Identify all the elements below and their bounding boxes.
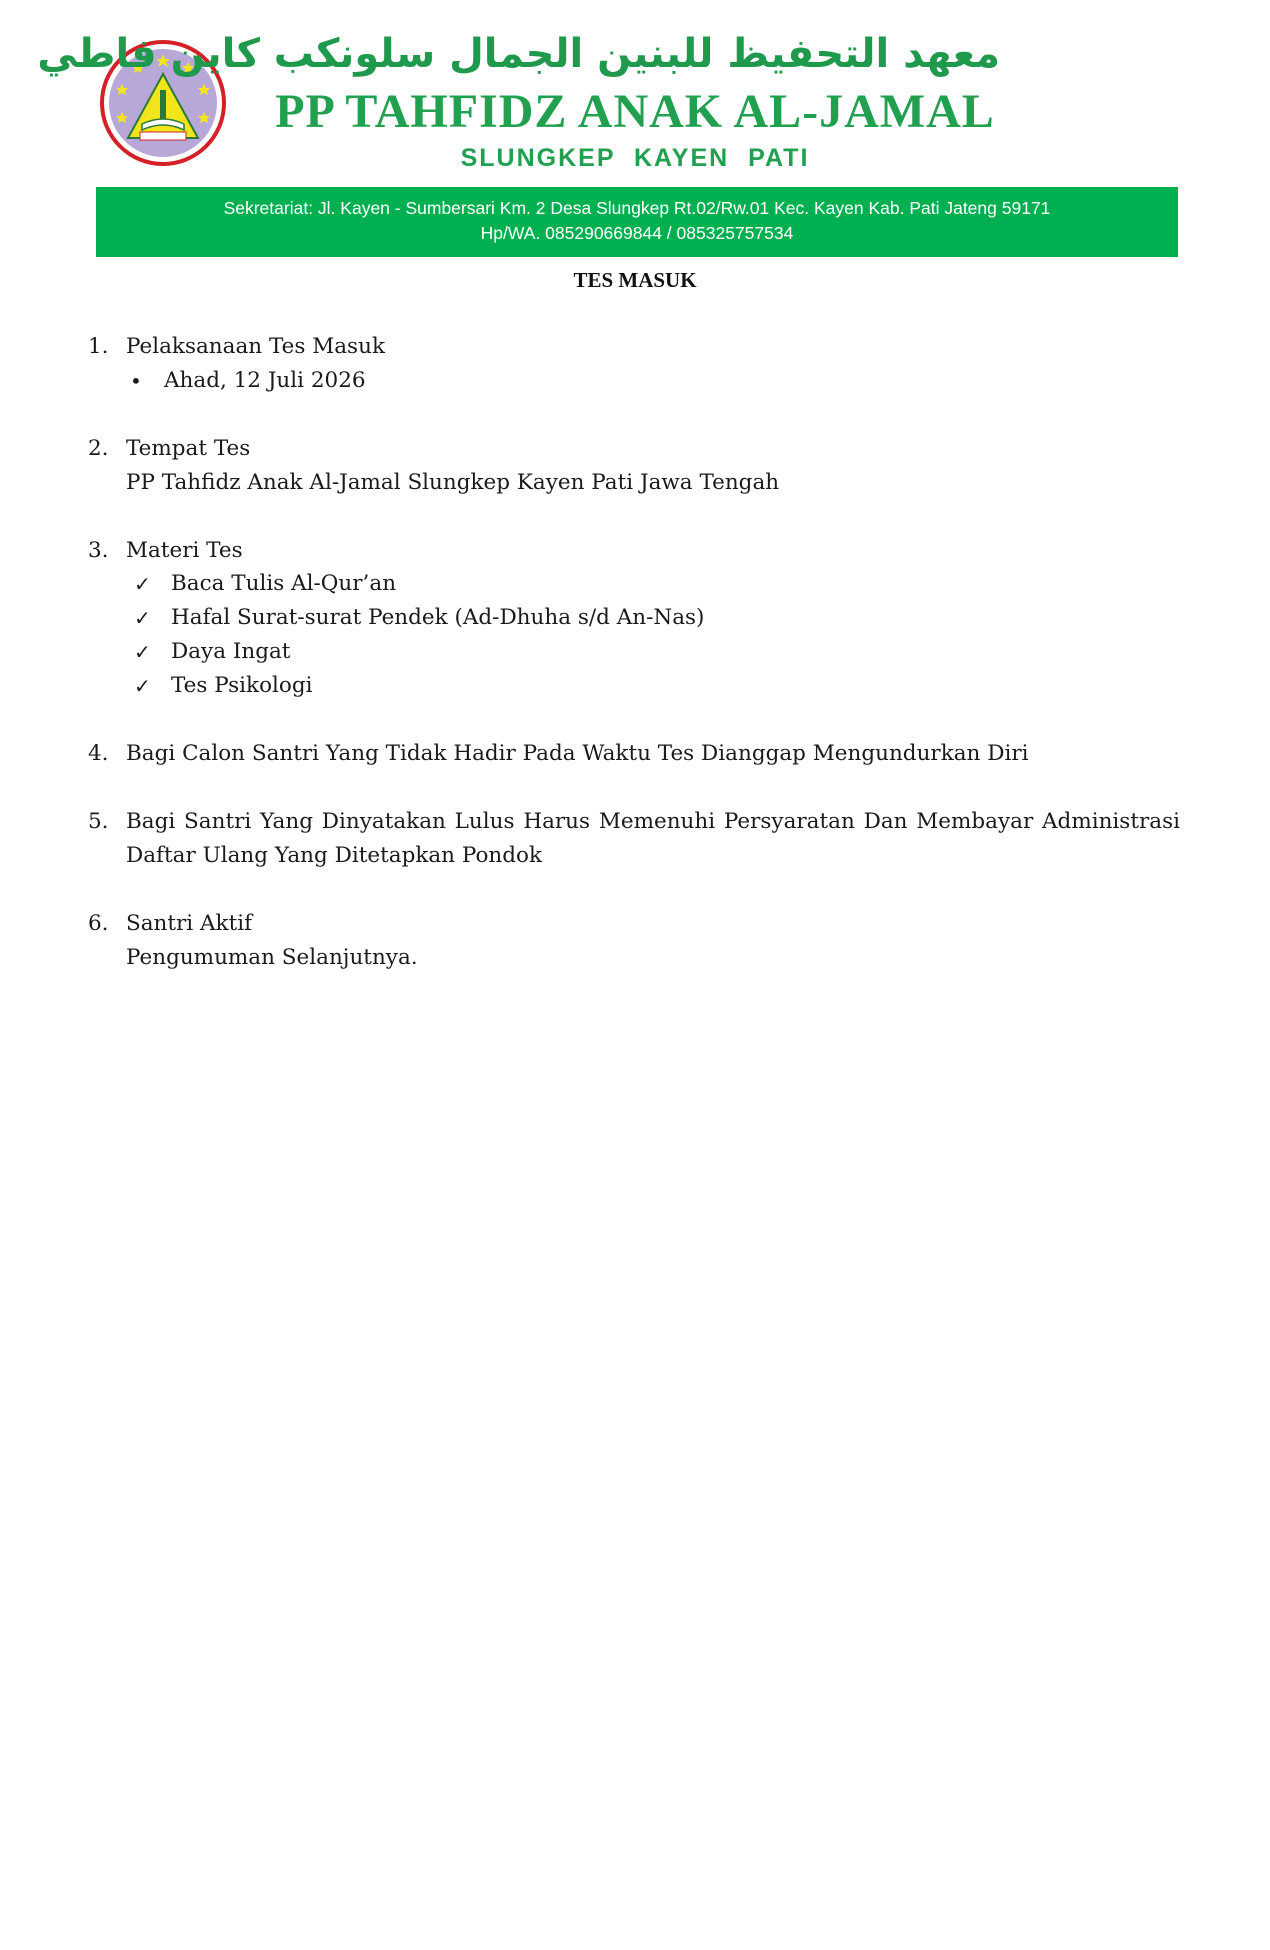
item-number: 3. <box>88 538 109 563</box>
item-heading: Santri Aktif <box>126 911 253 936</box>
item-heading: Tempat Tes <box>126 436 251 461</box>
check-icon: ✓ <box>134 606 151 630</box>
address-line-1: Sekretariat: Jl. Kayen - Sumbersari Km. 2 Desa Slungkep Rt.02/Rw.01 Kec. Kayen Kab. Pati Jateng 59171 <box>223 198 1051 218</box>
check-icon: ✓ <box>134 572 151 596</box>
arabic-title: معهد التحفيظ للبنين الجمال سلونكب كاين فاطي <box>37 31 1000 77</box>
bullet-icon: • <box>130 369 142 393</box>
address-line-2: Hp/WA. 085290669844 / 085325757534 <box>480 223 794 243</box>
item-number: 1. <box>88 334 109 359</box>
check-icon: ✓ <box>134 640 151 664</box>
item-body: Pengumuman Selanjutnya. <box>126 945 418 970</box>
org-name: PP TAHFIDZ ANAK AL-JAMAL <box>275 85 995 138</box>
item-number: 6. <box>88 911 109 936</box>
bullet-item: Ahad, 12 Juli 2026 <box>164 368 366 393</box>
check-icon: ✓ <box>134 674 151 698</box>
item-body: PP Tahfidz Anak Al-Jamal Slungkep Kayen Pati Jawa Tengah <box>126 470 780 495</box>
item-number: 2. <box>88 436 109 461</box>
item-heading: Pelaksanaan Tes Masuk <box>126 334 385 359</box>
item-heading: Materi Tes <box>126 538 243 563</box>
item-heading-continued: Daftar Ulang Yang Ditetapkan Pondok <box>126 843 542 868</box>
item-number: 5. <box>88 809 109 834</box>
item-number: 4. <box>88 741 109 766</box>
document-title: TES MASUK <box>573 268 697 292</box>
check-item: Hafal Surat-surat Pendek (Ad-Dhuha s/d An-Nas) <box>171 605 705 630</box>
item-heading: Bagi Calon Santri Yang Tidak Hadir Pada Waktu Tes Dianggap Mengundurkan Diri <box>126 741 1029 766</box>
org-location: SLUNGKEP KAYEN PATI <box>460 144 810 172</box>
check-item: Baca Tulis Al-Qur’an <box>171 571 397 596</box>
check-item: Daya Ingat <box>171 639 291 664</box>
item-heading: Bagi Santri Yang Dinyatakan Lulus Harus Memenuhi Persyaratan Dan Membayar Administrasi <box>126 809 1180 834</box>
check-item: Tes Psikologi <box>171 673 313 698</box>
